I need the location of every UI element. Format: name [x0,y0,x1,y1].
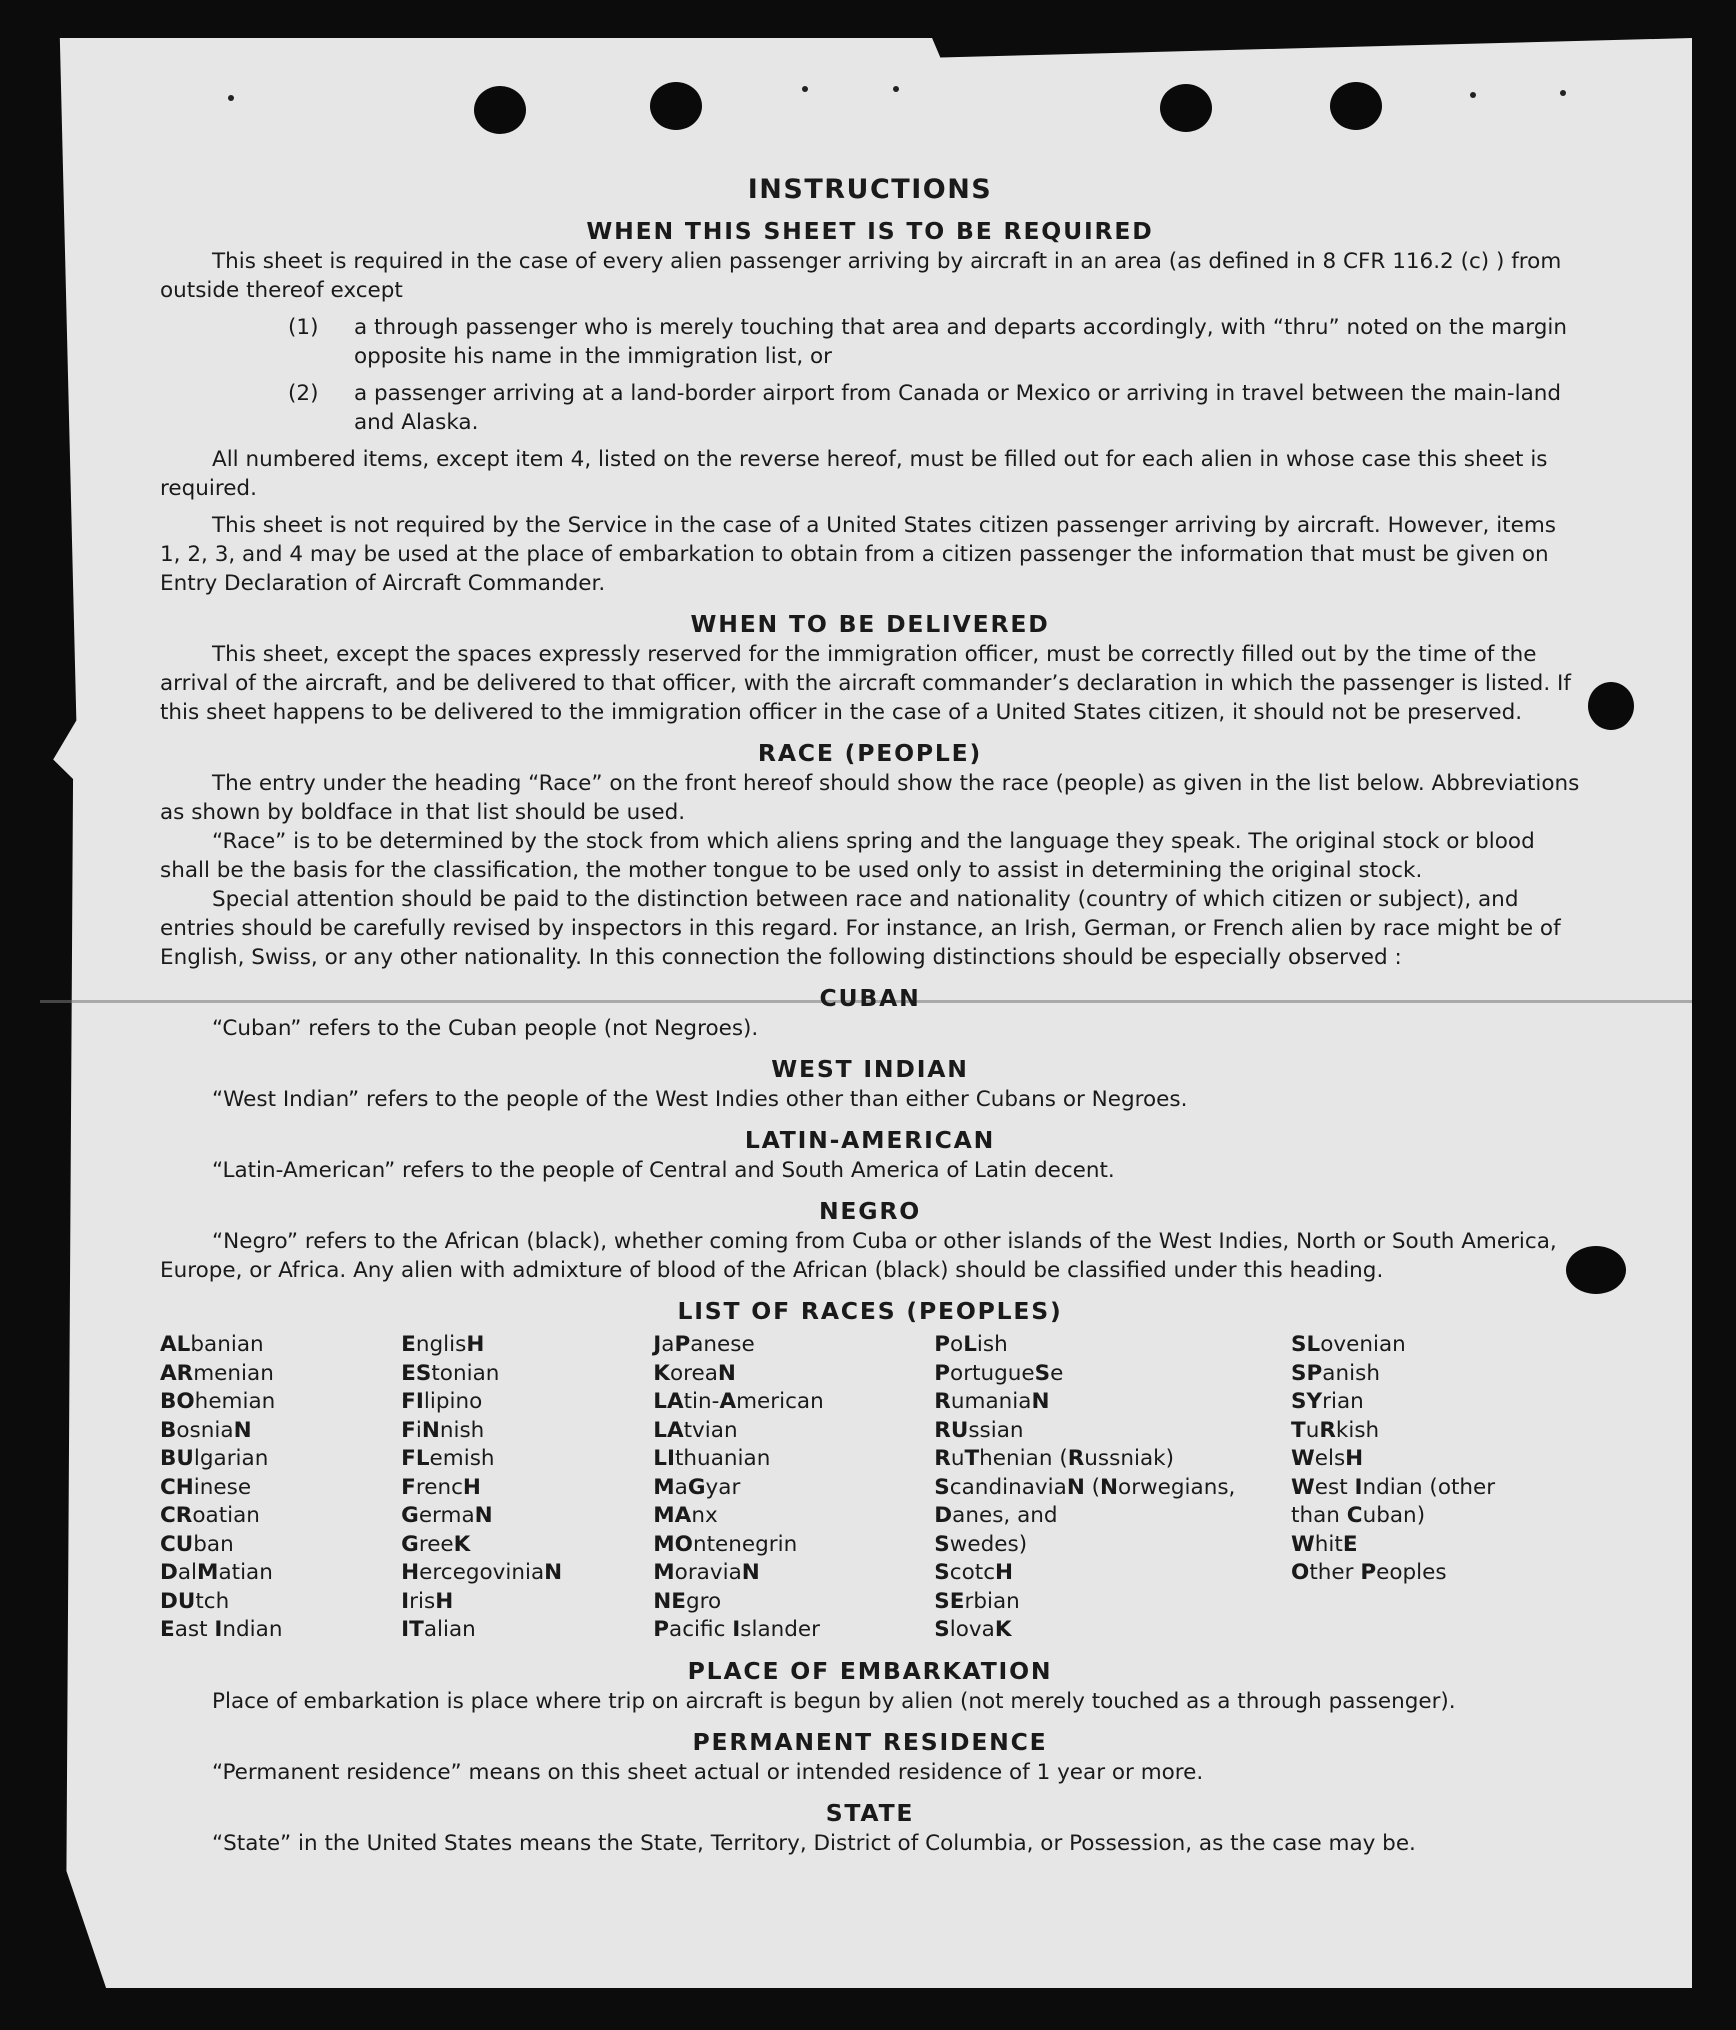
paragraph: Place of embarkation is place where trip on aircraft is begun by alien (not merely touched as a through passenger). [212,1688,1456,1714]
race-entry: JaPanese [653,1332,755,1357]
race-entry: KoreaN [653,1360,736,1386]
race-entry: WhitE [1291,1531,1358,1557]
paragraph: “Race” is to be determined by the stock from which aliens spring and the language they speak. The original stock or blood shall be the basis for the classification, the mother tongue to be used only to assist in determining the original stock. [160,829,1535,883]
paragraph: The entry under the heading “Race” on the front hereof should show the race (people) as given in the list below. Abbreviations as shown by boldface in that list should be used. [160,771,1580,825]
item-number: (1) [288,315,319,340]
race-entry: BOhemian [160,1389,276,1414]
race-entry: LAtin-American [653,1389,824,1414]
pin-dot [228,95,234,101]
race-entry: ARmenian [160,1360,274,1386]
race-entry: than Cuban) [1291,1503,1426,1528]
race-entry: MAnx [653,1503,718,1528]
section-heading: LIST OF RACES (PEOPLES) [677,1297,1063,1325]
race-entry: GermaN [401,1503,493,1528]
race-entry: ScandinaviaN (Norwegians, [934,1474,1236,1500]
race-entry: Danes, and [934,1503,1058,1528]
races-column [934,1331,1291,1645]
race-entry: RuThenian (Russniak) [934,1446,1174,1471]
section-heading: LATIN-AMERICAN [744,1126,996,1154]
item-text: a passenger arriving at a land-border airport from Canada or Mexico or arriving in travel between the main-land and Alaska. [354,381,1562,435]
race-entry: RumaniaN [934,1389,1050,1414]
paragraph: “Cuban” refers to the Cuban people (not Negroes). [212,1016,759,1041]
paragraph: “Negro” refers to the African (black), whether coming from Cuba or other islands of the West Indies, North or South America, Europe, or Africa. Any alien with admixture of blood of the African (black) should be classified under this heading. [160,1229,1557,1283]
race-entry: BosniaN [160,1417,252,1443]
race-entry: EStonian [401,1360,500,1386]
item-text: a through passenger who is merely touching that area and departs accordingly, with “thru” noted on the margin opposite his name in the immigration list, or [354,315,1568,369]
race-entry: Other Peoples [1291,1560,1447,1585]
race-entry: FiNnish [401,1417,485,1443]
paragraph: This sheet is not required by the Service in the case of a United States citizen passenger arriving by aircraft. However, items 1, 2, 3, and 4 may be used at the place of embarkation to obtain from a citizen passenger the information that must be given on Entry Declaration of Aircraft Commander. [160,513,1556,596]
race-entry: RUssian [934,1417,1024,1443]
race-entry: MaGyar [653,1474,741,1500]
race-entry: PortugueSe [934,1360,1064,1386]
paragraph: “West Indian” refers to the people of the West Indies other than either Cubans or Negroes. [212,1087,1188,1112]
race-entry: FIlipino [401,1389,483,1414]
punch-hole [650,82,702,130]
race-entry: LIthuanian [653,1446,771,1471]
paragraph: “State” in the United States means the State, Territory, District of Columbia, or Possession, as the case may be. [212,1830,1416,1856]
race-entry: EnglisH [401,1332,485,1357]
paragraph: This sheet is required in the case of every alien passenger arriving by aircraft in an area (as defined in 8 CFR 116.2 (c) ) from outside thereof except [160,249,1562,303]
races-column [1291,1331,1580,1645]
race-entry: WelsH [1291,1446,1364,1471]
race-entry: BUlgarian [160,1446,269,1471]
races-list [160,1331,1580,1645]
pin-dot [802,86,808,92]
race-entry: SLovenian [1291,1332,1406,1357]
pin-dot [1560,90,1566,96]
paragraph: This sheet, except the spaces expressly reserved for the immigration officer, must be correctly filled out by the time of the arrival of the aircraft, and be delivered to that officer, with the aircraft commander’s declaration in which the passenger is listed. If this sheet happens to be delivered to the immigration officer in the case of a United States citizen, it should not be preserved. [160,642,1571,725]
section-heading: PLACE OF EMBARKATION [687,1656,1053,1685]
race-entry: ITalian [401,1617,476,1642]
ink-blot [1588,682,1634,730]
race-entry: Swedes) [934,1531,1028,1557]
pin-dot [893,86,899,92]
instructions-body [160,170,1580,1858]
race-entry: TuRkish [1291,1417,1380,1443]
race-entry: FLemish [401,1446,495,1471]
race-entry: DalMatian [160,1560,273,1585]
race-entry: FrencH [401,1474,481,1500]
punch-hole [1160,84,1212,132]
race-entry: SYrian [1291,1389,1364,1414]
race-entry: GreeK [401,1531,471,1557]
section-heading: STATE [825,1798,915,1827]
paragraph: All numbered items, except item 4, listed on the reverse hereof, must be filled out for each alien in whose case this sheet is required. [160,447,1548,501]
race-entry: CHinese [160,1474,252,1500]
race-entry: NEgro [653,1588,722,1614]
race-entry: CUban [160,1531,234,1557]
race-entry: West Indian (other [1291,1474,1496,1500]
item-number: (2) [288,381,319,406]
punch-hole [474,86,526,134]
paragraph: “Permanent residence” means on this sheet actual or intended residence of 1 year or more. [212,1759,1204,1785]
section-heading: RACE (PEOPLE) [757,739,983,767]
section-heading: CUBAN [819,984,921,1012]
section-heading: WHEN TO BE DELIVERED [690,610,1050,638]
race-entry: ScotcH [934,1560,1014,1585]
section-heading: WEST INDIAN [771,1055,969,1083]
race-entry: MoraviaN [653,1560,760,1585]
section-heading: WHEN THIS SHEET IS TO BE REQUIRED [586,217,1154,245]
race-entry: SlovaK [934,1617,1012,1642]
race-entry: East Indian [160,1617,283,1642]
race-entry: CRoatian [160,1503,260,1528]
race-entry: IrisH [401,1588,454,1614]
paragraph: “Latin-American” refers to the people of Central and South America of Latin decent. [212,1158,1115,1183]
race-entry: LAtvian [653,1417,738,1443]
race-entry: SPanish [1291,1360,1380,1386]
race-entry: HercegoviniaN [401,1560,563,1585]
list-item [288,313,1580,371]
race-entry: Pacifc Islander [653,1617,820,1642]
punch-hole [1330,82,1382,130]
races-column [653,1331,934,1645]
section-heading: NEGRO [818,1197,922,1225]
races-column [401,1331,653,1645]
pin-dot [1470,92,1476,98]
section-heading: PERMANENT RESIDENCE [692,1727,1048,1756]
race-entry: SErbian [934,1588,1020,1614]
race-entry: DUtch [160,1588,230,1614]
race-entry: PoLish [934,1332,1008,1357]
page-title: INSTRUCTIONS [747,174,993,205]
race-entry: MOntenegrin [653,1531,798,1557]
races-column [160,1331,401,1645]
paragraph: Special attention should be paid to the distinction between race and nationality (country of which citizen or subject), and entries should be carefully revised by inspectors in this regard. For instance, an Irish, German, or French alien by race might be of English, Swiss, or any other nationality. In this connection the following distinctions should be especially observed : [160,887,1561,970]
list-item [288,379,1580,437]
race-entry: ALbanian [160,1332,264,1357]
